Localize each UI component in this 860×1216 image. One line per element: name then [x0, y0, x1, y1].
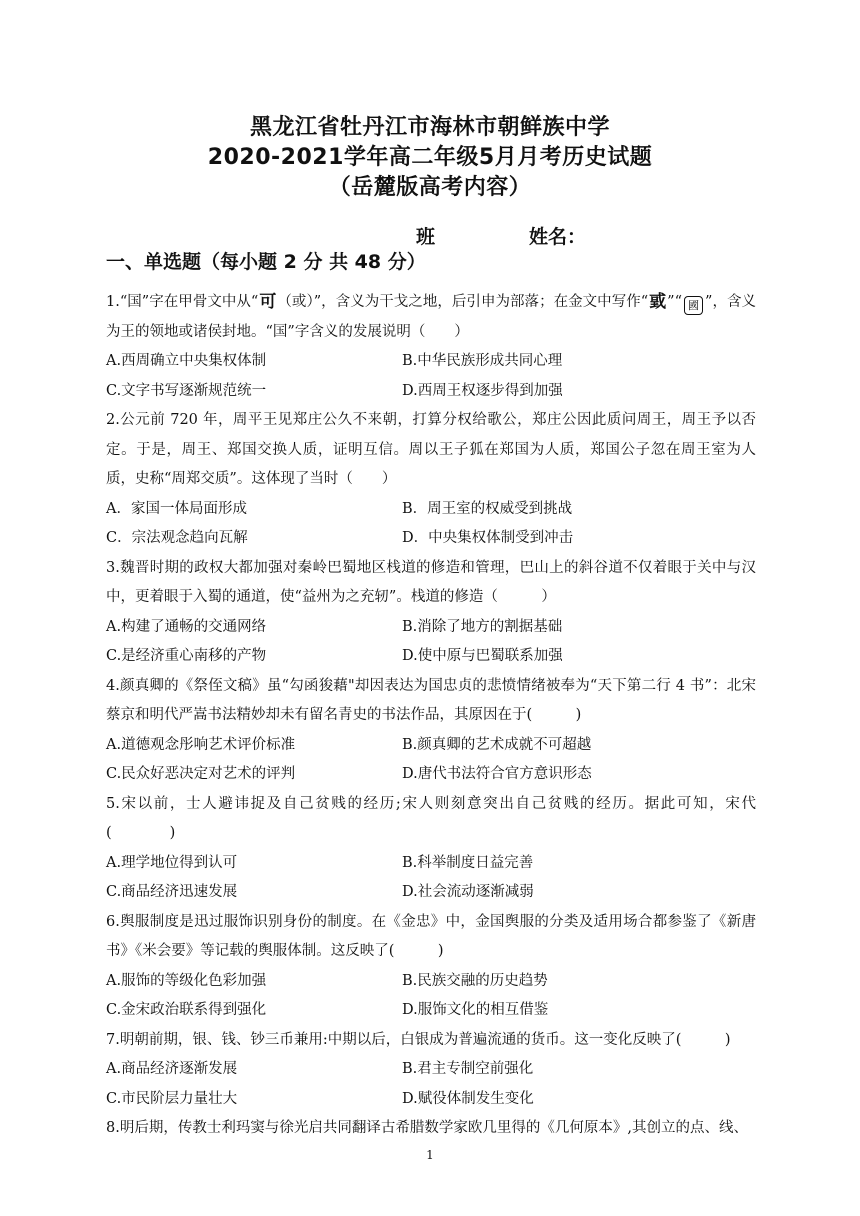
section-title: 一、单选题（每小题 2 分 共 48 分）: [106, 251, 426, 273]
option-a[interactable]: A.理学地位得到认可: [106, 854, 238, 871]
options: [106, 1055, 756, 1114]
option-b[interactable]: B.颜真卿的艺术成就不可超越: [402, 736, 592, 753]
exam-title-school: 黑龙江省牡丹江市海林市朝鲜族中学: [249, 115, 610, 140]
options: [106, 347, 756, 406]
option-d[interactable]: D.社会流动逐渐减弱: [402, 884, 534, 900]
option-a[interactable]: A.服饰的等级化色彩加强: [106, 972, 267, 989]
option-d[interactable]: D.使中原与巴蜀联系加强: [402, 648, 563, 664]
option-b[interactable]: B.君主专制空前强化: [402, 1061, 534, 1077]
option-b[interactable]: B.消除了地方的割据基础: [402, 618, 563, 635]
option-d[interactable]: D.唐代书法符合官方意识形态: [402, 766, 592, 782]
option-c[interactable]: C.商品经济迅速发展: [106, 884, 238, 900]
option-d[interactable]: D．中央集权体制受到冲击: [402, 530, 574, 546]
exam-title-subject: 2020-2021学年高二年级5月月考历史试题: [207, 145, 653, 170]
options: [106, 731, 756, 790]
question-4: [106, 672, 756, 790]
option-c[interactable]: C．宗法观念趋向瓦解: [106, 530, 248, 546]
option-a[interactable]: A.构建了通畅的交通网络: [106, 618, 267, 635]
question-list: [106, 288, 756, 1144]
name-label: 姓名：: [529, 226, 587, 248]
stem-text: （或）”，含义为干戈之地，后引申为部落；在金文中写作“: [277, 294, 649, 310]
question-stem: [106, 288, 756, 347]
option-c[interactable]: C.市民阶层力量壮大: [106, 1090, 238, 1107]
stem-text: ”，含义为王的领地或诸侯封地。“国”字含义的发展说明（ ）: [106, 294, 756, 340]
options: [106, 495, 756, 554]
option-b[interactable]: B.中华民族形成共同心理: [402, 353, 563, 369]
class-label: 班: [416, 226, 436, 248]
option-a[interactable]: A．家国一体局面形成: [106, 500, 247, 517]
bronze-script-glyph-icon: 戜: [649, 292, 667, 312]
option-d[interactable]: D.赋役体制发生变化: [402, 1090, 534, 1107]
option-c[interactable]: C.是经济重心南移的产物: [106, 648, 267, 664]
question-2: [106, 406, 756, 554]
option-b[interactable]: B.科举制度日益完善: [402, 854, 534, 871]
question-stem: 8.明后期，传教士利玛窦与徐光启共同翻译古希腊数学家欧几里得的《几何原本》,其创立的点、线、: [106, 1120, 748, 1136]
option-b[interactable]: B．周王室的权威受到挑战: [402, 500, 573, 517]
option-c[interactable]: C.民众好恶决定对艺术的评判: [106, 766, 296, 782]
option-d[interactable]: D.服饰文化的相互借鉴: [402, 1002, 549, 1018]
options: [106, 613, 756, 672]
question-stem: 4.颜真卿的《祭侄文稿》虽“勾函狻藉"却因表达为国忠贞的悲愤情绪被奉为“天下第二行 4 书”：北宋蔡京和明代严嵩书法精妙却未有留名青史的书法作品，其原因在于( ): [106, 677, 756, 723]
question-stem: 5.宋以前，士人避讳捉及自己贫贱的经历;宋人则刻意突出自己贫贱的经历。据此可知，宋代( ): [106, 795, 756, 841]
option-a[interactable]: A.商品经济逐渐发展: [106, 1061, 238, 1077]
options: [106, 849, 756, 908]
option-c[interactable]: C.金宋政治联系得到强化: [106, 1002, 267, 1018]
stem-text: ”“: [667, 294, 682, 310]
options: [106, 967, 756, 1026]
question-stem: 3.魏晋时期的政权大都加强对秦岭巴蜀地区栈道的修造和管理，巴山上的斜谷道不仅着眼于关中与汉中，更着眼于入蜀的通道，使“益州为之充轫”。栈道的修造（ ）: [106, 559, 756, 605]
stem-text: 1.“国”字在甲骨文中从“: [106, 294, 259, 310]
option-b[interactable]: B.民族交融的历史趋势: [402, 972, 548, 989]
oracle-bone-glyph-icon: 可: [259, 292, 277, 312]
option-a[interactable]: A.西周确立中央集权体制: [106, 353, 267, 369]
question-6: [106, 908, 756, 1026]
question-stem: 6.舆服制度是迅过服饰识别身份的制度。在《金忠》中，金国舆服的分类及适用场合都参鉴了《新唐书》《米会要》等记载的舆服体制。这反映了( ): [106, 913, 756, 959]
question-8: [106, 1114, 756, 1144]
option-c[interactable]: C.文字书写逐渐规范统一: [106, 382, 267, 399]
bronze-script-enclosed-glyph-icon: 國: [684, 296, 703, 315]
page-number: 1: [426, 1148, 434, 1162]
question-7: [106, 1026, 756, 1115]
question-1: [106, 288, 756, 406]
option-d[interactable]: D.西周王权逐步得到加强: [402, 382, 563, 399]
option-a[interactable]: A.道德观念彤响艺术评价标准: [106, 736, 296, 753]
question-stem: 7.明朝前期，银、钱、钞三币兼用:中期以后，白银成为普遍流通的货币。这一变化反映了( ): [106, 1031, 731, 1048]
question-stem: 2.公元前 720 年，周平王见郑庄公久不来朝，打算分权给歌公，郑庄公因此质问周王，周王予以否定。于是，周王、郑国交换人质，证明互信。周以王子狐在郑国为人质，郑国公子忽在周王室为人质，史称“周郑交质”。这体现了当时（ ）: [106, 412, 756, 487]
question-3: [106, 554, 756, 672]
exam-title-edition: （岳麓版高考内容）: [328, 175, 532, 200]
question-5: [106, 790, 756, 908]
